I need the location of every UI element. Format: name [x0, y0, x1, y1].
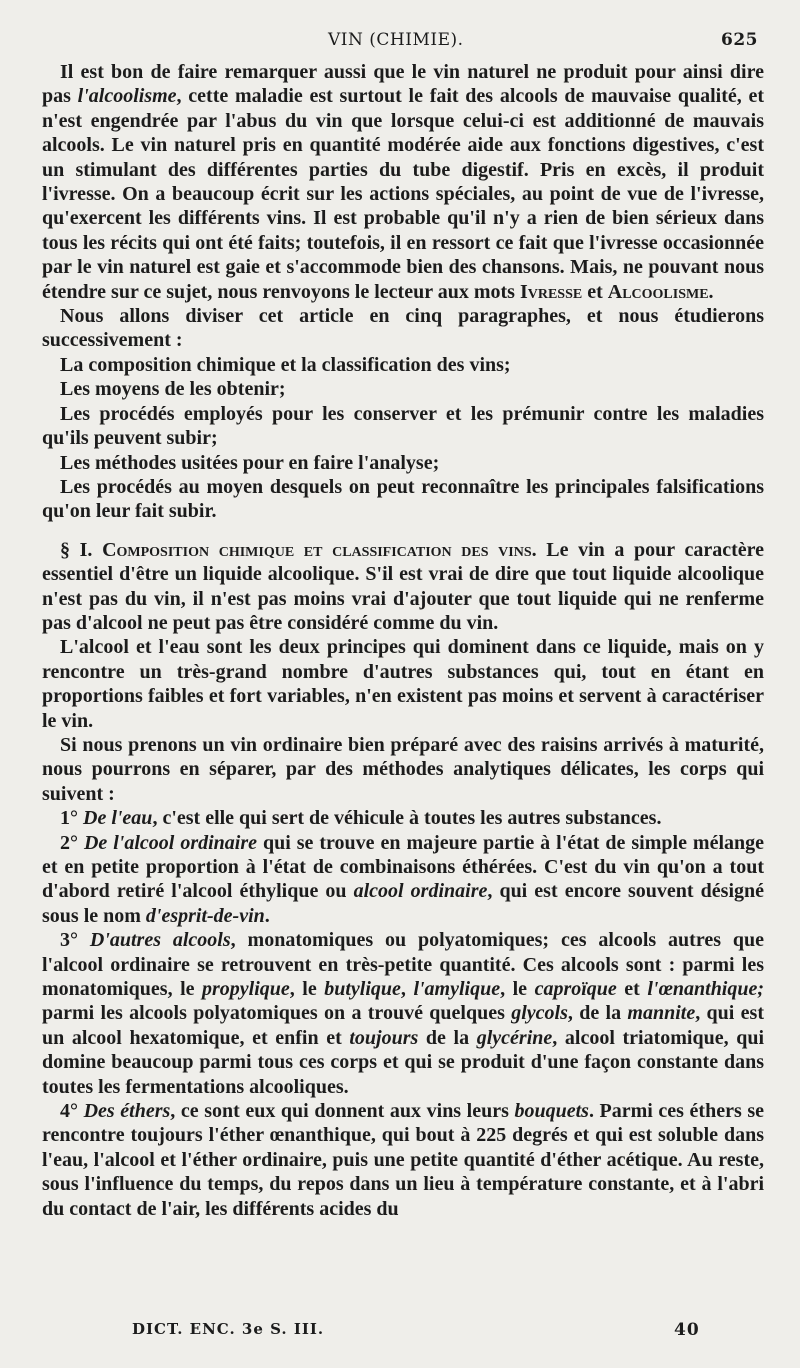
text-run: , le: [500, 978, 535, 1001]
text-run: de la: [418, 1026, 477, 1049]
text-run: , qui est un alcool hexatomique, et enfin et: [42, 1002, 765, 1049]
paragraph: [42, 831, 764, 929]
italic-text: butylique: [324, 978, 401, 1001]
small-caps-text: Composition chimique et classification des vins.: [102, 538, 537, 561]
text-run: .: [264, 904, 270, 927]
signature-mark: DICT. ENC. 3e S. III.: [132, 1320, 325, 1338]
text-run: parmi les alcools polyatomiques on a trouvé quelques: [42, 1002, 512, 1025]
paragraph: [42, 353, 764, 377]
italic-text: l'amylique: [413, 978, 501, 1001]
text-run: Les méthodes usitées pour en faire l'analyse;: [60, 451, 440, 474]
running-title: VIN (CHIMIE).: [328, 30, 464, 50]
small-caps-text: Ivresse: [519, 280, 583, 303]
paragraph: [42, 928, 764, 1099]
italic-text: bouquets: [514, 1100, 589, 1123]
italic-text: De l'alcool ordinaire: [83, 831, 257, 854]
body-text: [42, 60, 764, 1221]
page-number: 625: [721, 30, 758, 50]
text-run: , alcool triatomique, qui domine beaucoup parmi tous ces corps et qui se produit d'une façon constante dans toutes les fermentations alcooliques.: [42, 1026, 765, 1098]
italic-text: glycérine: [476, 1026, 553, 1049]
text-run: , cette maladie est surtout le fait des alcools de mauvaise qualité, et n'est engendrée par l'abus du vin que lorsque celui-ci est additionné de mauvais alcools. Le vin naturel pris en quantité modérée aide aux fonctions digestives, c'est un stimulant des différentes parties du tube digestif. Pris en excès, il produit l'ivresse. On a beaucoup écrit sur les actions spéciales, au point de vue de l'ivresse, qu'exercent les différents vins. Il est probable qu'il n'y a rien de bien sérieux dans tous les récits qui ont été faits; toutefois, il en ressort ce fait que l'ivresse occasionnée par le vin naturel est gaie et s'accommode bien des chansons. Mais, ne pouvant nous étendre sur ce sujet, nous renvoyons le lecteur aux mots: [42, 85, 765, 303]
italic-text: toujours: [349, 1026, 419, 1049]
italic-text: l'alcoolisme: [77, 85, 177, 108]
text-run: 2°: [60, 831, 84, 854]
text-run: ,: [400, 978, 414, 1001]
text-run: , c'est elle qui sert de véhicule à toutes les autres substances.: [152, 807, 662, 830]
italic-text: alcool ordinaire: [353, 880, 488, 903]
text-run: , ce sont eux qui donnent aux vins leurs: [170, 1100, 515, 1123]
text-run: § I.: [60, 538, 103, 561]
text-run: .: [708, 280, 714, 303]
text-run: L'alcool et l'eau sont les deux principes qui dominent dans ce liquide, mais on y rencontre un très-grand nombre d'autres substances qui, tout en étant en proportions faibles et fort variables, n'en existent pas moins et servent à caractériser le vin.: [42, 636, 764, 732]
italic-text: propylique: [202, 978, 290, 1001]
text-run: Nous allons diviser cet article en cinq paragraphes, et nous étudierons successivement :: [42, 305, 764, 352]
paragraph: [42, 635, 764, 733]
small-caps-text: Alcoolisme: [607, 280, 709, 303]
text-run: 3°: [60, 929, 90, 952]
text-run: . Parmi ces éthers se rencontre toujours l'éther œnanthique, qui bout à 225 degrés et qui est soluble dans l'eau, l'alcool et l'éther ordinaire, puis une petite quantité d'éther acétique. Au reste, sous l'influence du temps, du repos dans un lieu à température constante, et à l'abri du contact de l'air, les différents acides du: [42, 1100, 764, 1220]
text-run: La composition chimique et la classification des vins;: [60, 353, 511, 376]
sheet-number: 40: [674, 1320, 700, 1340]
italic-text: mannite: [627, 1002, 696, 1025]
italic-text: d'esprit-de-vin: [145, 904, 265, 927]
italic-text: D'autres alcools: [89, 929, 231, 952]
running-header: [42, 26, 764, 60]
text-run: , le: [289, 978, 325, 1001]
text-run: Si nous prenons un vin ordinaire bien préparé avec des raisins arrivés à maturité, nous pourrons en séparer, par des méthodes analytiques délicates, les corps qui suivent :: [42, 733, 764, 805]
text-run: Il est bon de faire remarquer aussi que le vin naturel ne produit pour ainsi dire pas: [42, 61, 764, 108]
text-run: qui se trouve en majeure partie à l'état de simple mélange et en petite proportion à l'état de combinaisons éthérées. C'est du vin qu'on a tout d'abord retiré l'alcool éthylique ou: [42, 831, 765, 903]
paragraph: [42, 304, 764, 353]
text-run: 4°: [60, 1100, 84, 1123]
italic-text: caproïque: [534, 978, 617, 1001]
text-run: Les moyens de les obtenir;: [60, 378, 286, 401]
paragraph: [42, 806, 764, 830]
text-run: et: [582, 280, 608, 303]
text-run: 1°: [60, 807, 83, 830]
paragraph: [42, 377, 764, 401]
paragraph: [42, 475, 764, 524]
italic-text: l'œnanthique;: [647, 978, 765, 1001]
text-run: et: [616, 978, 648, 1001]
italic-text: De l'eau: [83, 807, 153, 830]
paragraph: [42, 538, 764, 636]
text-run: , qui est encore souvent désigné sous le nom: [42, 880, 765, 927]
paragraph: [42, 451, 764, 475]
paragraph: [42, 60, 764, 304]
text-run: , monatomiques ou polyatomiques; ces alcools autres que l'alcool ordinaire se retrouvent en très-petite quantité. Ces alcools sont : parmi les monatomiques, le: [42, 929, 764, 1001]
paragraph: [42, 733, 764, 806]
paragraph: [42, 1099, 764, 1221]
italic-text: Des éthers: [83, 1100, 171, 1123]
text-run: Les procédés au moyen desquels on peut reconnaître les principales falsifications qu'on leur fait subir.: [42, 475, 764, 523]
text-run: Les procédés employés pour les conserver et les prémunir contre les maladies qu'ils peuvent subir;: [42, 402, 764, 450]
italic-text: glycols: [511, 1002, 568, 1025]
paragraph: [42, 402, 764, 451]
text-run: , de la: [567, 1002, 628, 1025]
text-run: Le vin a pour caractère essentiel d'être un liquide alcoolique. S'il est vrai de dire que tout liquide alcoolique n'est pas du vin, il n'est pas moins vrai d'ajouter que tout liquide qui ne renferme pas d'alcool ne peut pas être considéré comme du vin.: [42, 538, 764, 634]
